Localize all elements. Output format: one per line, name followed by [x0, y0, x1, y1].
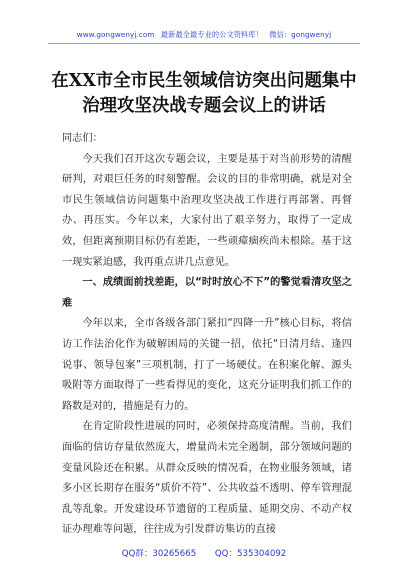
title-line-1: 在XX市全市民生领域信访突出问题集中: [51, 71, 357, 91]
salutation: 同志们：: [62, 133, 103, 144]
paragraph-intro: 今天我们召开这次专题会议，主要是基于对当前形势的清醒研判，对艰巨任务的时刻警醒。会议的目的非常明确，就是对全市民生领域信访问题集中治理攻坚决战工作进行再部署、再督办、再压实。今年以来，大家付出了艰辛努力，取得了一定成效，但距离预期目标仍有差距，一些顽瘴痼疾尚未根除。基于这一现实紧迫感，我再重点讲几点意见。: [62, 153, 352, 268]
title-line-2: 治理攻坚决战专题会议上的讲话: [82, 96, 326, 116]
header-website-link[interactable]: www.gongwenyj.com: [76, 30, 155, 39]
document-title: [0, 69, 408, 119]
footer-qq-contact: QQ：535304092: [214, 549, 287, 559]
header-slogan: 最新最全最专业的公文资料库！: [160, 30, 263, 39]
paragraph-challenges: 在肯定阶段性进展的同时，必须保持高度清醒。当前，我们面临的信访存量依然庞大，增量尚未完全遏制，部分领域问题的变量风险还在积累。从群众反映的情况看，在物业服务领域，诸多小区长期存在服务“质价不符”、公共收益不透明、停车管理混乱等乱象。开发建设环节遗留的工程质量、延期交房、不动产权证办理难等问题，往往成为引发群访集访的直接: [62, 421, 352, 536]
page-footer: [0, 547, 408, 559]
document-body: [62, 129, 352, 541]
paragraph-progress: 今年以来，全市各级各部门紧扣“四降一升”核心目标，将信访工作法治化作为破解困局的关键一招，依托“日清月结、逢四说事、领导包案”三项机制，打了一场硬仗。在积案化解、源头吸附等方面取得了一些看得见的变化，这充分证明我们抓工作的路数是对的，措施是有力的。: [62, 318, 352, 412]
footer-qq-group: QQ群：30265665: [121, 549, 197, 559]
section-heading-1: 一、成绩面前找差距，以“时时放心不下”的警觉看清攻坚之难: [62, 277, 352, 309]
page-header: [0, 30, 408, 40]
header-wechat: 微信：gongwenyj: [269, 30, 332, 39]
header-divider: [48, 43, 360, 44]
